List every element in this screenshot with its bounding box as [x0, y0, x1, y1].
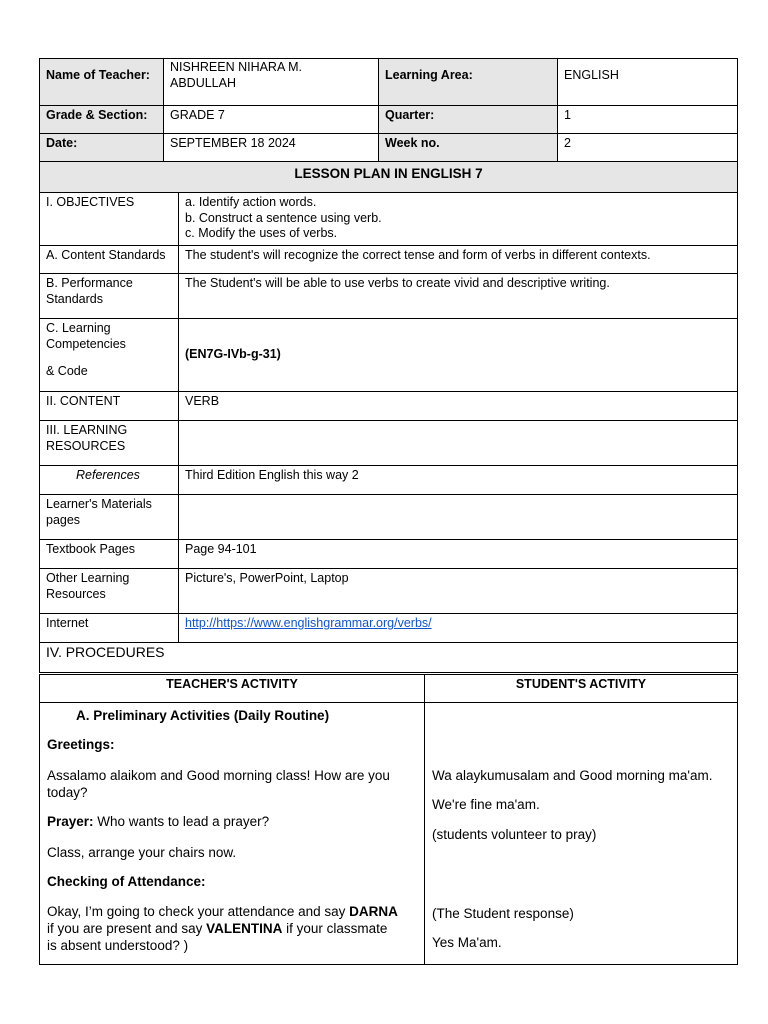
learning-area-label: Learning Area: [379, 59, 558, 106]
internet-link[interactable]: http://https://www.englishgrammar.org/verbs/ [185, 616, 432, 630]
grade-section-value: GRADE 7 [164, 106, 379, 134]
attendance-label: Checking of Attendance: [47, 874, 206, 889]
week-no-label: Week no. [379, 134, 558, 162]
lesson-plan-table [39, 161, 738, 673]
content-label: II. CONTENT [40, 392, 179, 421]
student-activity-column [425, 703, 738, 965]
learning-resources-value [179, 421, 738, 466]
textbook-pages-value: Page 94-101 [179, 540, 738, 569]
student-greeting-reply: Wa alaykumusalam and Good morning ma'am. [432, 768, 713, 783]
lesson-plan-title: LESSON PLAN IN ENGLISH 7 [40, 162, 738, 193]
learners-materials-label: Learner's Materials pages [40, 495, 179, 540]
learning-resources-label: III. LEARNING RESOURCES [40, 421, 179, 466]
preliminary-activities-heading: A. Preliminary Activities (Daily Routine) [76, 708, 330, 723]
name-of-teacher-value: NISHREEN NIHARA M. ABDULLAH [164, 59, 379, 106]
name-of-teacher-label: Name of Teacher: [40, 59, 164, 106]
student-response-note: (The Student response) [432, 906, 574, 921]
internet-label: Internet [40, 614, 179, 643]
teacher-activity-header: TEACHER'S ACTIVITY [40, 675, 425, 703]
activities-table [39, 674, 738, 965]
greetings-label: Greetings: [47, 737, 115, 752]
procedures-heading: IV. PROCEDURES [40, 643, 738, 673]
content-standards-value: The student's will recognize the correct tense and form of verbs in different contexts. [179, 246, 738, 274]
references-label: References [40, 466, 179, 495]
student-pray-note: (students volunteer to pray) [432, 827, 597, 842]
performance-standards-value: The Student's will be able to use verbs to create vivid and descriptive writing. [179, 274, 738, 319]
learners-materials-value [179, 495, 738, 540]
other-resources-label: Other Learning Resources [40, 569, 179, 614]
textbook-pages-label: Textbook Pages [40, 540, 179, 569]
references-value: Third Edition English this way 2 [179, 466, 738, 495]
grade-section-label: Grade & Section: [40, 106, 164, 134]
student-activity-header: STUDENT'S ACTIVITY [425, 675, 738, 703]
quarter-value: 1 [558, 106, 738, 134]
quarter-label: Quarter: [379, 106, 558, 134]
objective-item: a. Identify action words. [185, 195, 317, 209]
content-standards-label: A. Content Standards [40, 246, 179, 274]
learning-area-value: ENGLISH [558, 59, 738, 106]
content-value: VERB [179, 392, 738, 421]
objectives-label: I. OBJECTIVES [40, 193, 179, 246]
learning-competencies-code: (EN7G-IVb-g-31) [179, 319, 738, 392]
teacher-info-table [39, 58, 738, 162]
learning-competencies-label: C. Learning Competencies & Code [40, 319, 179, 392]
attendance-instructions: Okay, I’m going to check your attendance and say DARNA if you are present and say VALENTINA if your classmate is absent understood? ) [47, 904, 398, 953]
objective-item: c. Modify the uses of verbs. [185, 226, 338, 240]
objective-item: b. Construct a sentence using verb. [185, 210, 382, 225]
other-resources-value: Picture's, PowerPoint, Laptop [179, 569, 738, 614]
internet-value [179, 614, 738, 643]
prayer-line: Prayer: Who wants to lead a prayer? [47, 814, 270, 829]
student-fine-reply: We're fine ma'am. [432, 797, 540, 812]
date-value: SEPTEMBER 18 2024 [164, 134, 379, 162]
student-yes-reply: Yes Ma'am. [432, 935, 502, 950]
arrange-chairs-line: Class, arrange your chairs now. [47, 845, 237, 860]
date-label: Date: [40, 134, 164, 162]
teacher-activity-column [40, 703, 425, 965]
performance-standards-label: B. Performance Standards [40, 274, 179, 319]
teacher-greeting: Assalamo alaikom and Good morning class! How are you today? [47, 768, 390, 800]
week-no-value: 2 [558, 134, 738, 162]
objectives-list [179, 193, 738, 246]
